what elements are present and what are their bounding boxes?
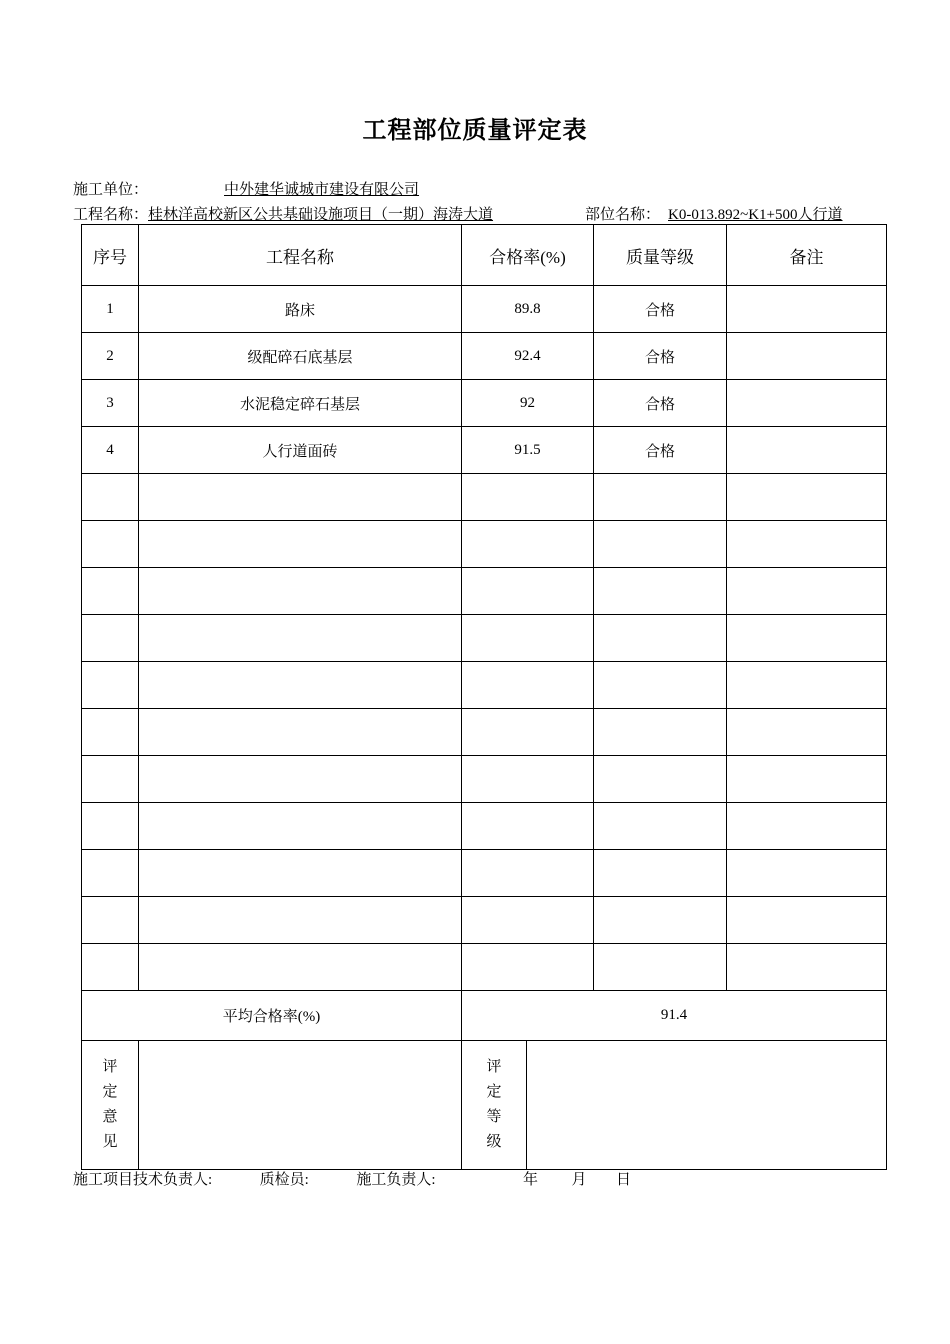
header-no: 序号 <box>82 225 139 286</box>
row-rate <box>462 662 594 709</box>
evaluation-row <box>82 1041 887 1170</box>
project-name-value: 桂林洋高校新区公共基础设施项目（一期）海涛大道 <box>148 207 494 223</box>
row-no: 2 <box>82 333 139 380</box>
opinion-value <box>139 1041 462 1170</box>
part-name-label: 部位名称： <box>585 207 661 223</box>
row-grade: 合格 <box>594 286 727 333</box>
row-no <box>82 850 139 897</box>
row-name <box>139 709 462 756</box>
row-no <box>82 944 139 991</box>
opinion-label-char: 意 <box>102 1109 118 1125</box>
row-name <box>139 662 462 709</box>
table-row <box>82 521 887 568</box>
header-name: 工程名称 <box>139 225 462 286</box>
row-grade: 合格 <box>594 427 727 474</box>
row-grade <box>594 756 727 803</box>
header-row <box>82 225 887 286</box>
row-no <box>82 756 139 803</box>
row-name <box>139 756 462 803</box>
row-name: 水泥稳定碎石基层 <box>139 380 462 427</box>
construction-unit-label: 施工单位： <box>73 182 149 198</box>
row-rate <box>462 521 594 568</box>
row-rate: 92 <box>462 380 594 427</box>
table-row <box>82 568 887 615</box>
row-rate <box>462 709 594 756</box>
row-no <box>82 521 139 568</box>
header-note: 备注 <box>727 225 887 286</box>
row-name <box>139 474 462 521</box>
row-grade <box>594 803 727 850</box>
row-no <box>82 709 139 756</box>
row-rate: 91.5 <box>462 427 594 474</box>
row-name <box>139 944 462 991</box>
row-rate <box>462 568 594 615</box>
year-label: 年 <box>523 1172 539 1188</box>
row-rate <box>462 850 594 897</box>
row-rate <box>462 615 594 662</box>
row-name <box>139 568 462 615</box>
row-name <box>139 850 462 897</box>
table-row <box>82 756 887 803</box>
row-no <box>82 803 139 850</box>
row-no <box>82 474 139 521</box>
row-note <box>727 286 887 333</box>
row-grade <box>594 850 727 897</box>
table-row <box>82 944 887 991</box>
row-note <box>727 944 887 991</box>
row-grade <box>594 474 727 521</box>
row-no <box>82 662 139 709</box>
row-grade: 合格 <box>594 380 727 427</box>
table-row <box>82 474 887 521</box>
row-note <box>727 803 887 850</box>
table-row <box>82 615 887 662</box>
row-name: 级配碎石底基层 <box>139 333 462 380</box>
row-note <box>727 662 887 709</box>
row-name: 路床 <box>139 286 462 333</box>
row-no <box>82 897 139 944</box>
row-no: 1 <box>82 286 139 333</box>
row-no: 3 <box>82 380 139 427</box>
project-name-line <box>73 203 493 224</box>
row-grade <box>594 944 727 991</box>
month-label: 月 <box>571 1172 587 1188</box>
row-no <box>82 568 139 615</box>
row-note <box>727 380 887 427</box>
opinion-label-char: 评 <box>102 1059 118 1075</box>
grade-label <box>462 1041 527 1170</box>
row-rate <box>462 897 594 944</box>
part-name-value: K0-013.892~K1+500人行道 <box>668 207 843 223</box>
grade-label-char: 级 <box>486 1134 502 1150</box>
row-rate <box>462 756 594 803</box>
row-name <box>139 615 462 662</box>
row-note <box>727 850 887 897</box>
average-row <box>82 991 887 1041</box>
table-row <box>82 333 887 380</box>
quality-table <box>81 224 887 1170</box>
row-name <box>139 803 462 850</box>
opinion-label <box>82 1041 139 1170</box>
row-rate <box>462 944 594 991</box>
row-note <box>727 427 887 474</box>
row-name <box>139 897 462 944</box>
row-grade <box>594 709 727 756</box>
row-no: 4 <box>82 427 139 474</box>
signature-line <box>73 1168 631 1189</box>
header-rate: 合格率(%) <box>462 225 594 286</box>
row-rate <box>462 803 594 850</box>
table-row <box>82 286 887 333</box>
grade-label-char: 等 <box>486 1109 502 1125</box>
table-row <box>82 850 887 897</box>
grade-value <box>527 1041 887 1170</box>
construction-unit-line <box>73 178 503 199</box>
row-grade <box>594 521 727 568</box>
table-row <box>82 380 887 427</box>
average-label: 平均合格率(%) <box>82 991 462 1041</box>
row-name: 人行道面砖 <box>139 427 462 474</box>
row-grade <box>594 662 727 709</box>
table-row <box>82 709 887 756</box>
row-note <box>727 333 887 380</box>
row-grade: 合格 <box>594 333 727 380</box>
day-label: 日 <box>616 1172 632 1188</box>
opinion-label-char: 定 <box>102 1084 118 1100</box>
row-rate <box>462 474 594 521</box>
table-row <box>82 662 887 709</box>
part-name-line <box>585 203 843 224</box>
row-no <box>82 615 139 662</box>
row-rate: 92.4 <box>462 333 594 380</box>
grade-label-char: 评 <box>486 1059 502 1075</box>
project-name-label: 工程名称： <box>73 207 149 223</box>
construction-lead-label: 施工负责人: <box>356 1172 436 1188</box>
table-row <box>82 897 887 944</box>
row-note <box>727 474 887 521</box>
row-note <box>727 521 887 568</box>
table-row <box>82 427 887 474</box>
row-grade <box>594 568 727 615</box>
inspector-label: 质检员: <box>259 1172 309 1188</box>
row-note <box>727 756 887 803</box>
row-grade <box>594 615 727 662</box>
average-value: 91.4 <box>462 991 887 1041</box>
row-note <box>727 568 887 615</box>
row-note <box>727 709 887 756</box>
header-grade: 质量等级 <box>594 225 727 286</box>
row-rate: 89.8 <box>462 286 594 333</box>
construction-unit-value: 中外建华诚城市建设有限公司 <box>224 182 420 198</box>
table-row <box>82 803 887 850</box>
grade-label-char: 定 <box>486 1084 502 1100</box>
row-note <box>727 615 887 662</box>
opinion-label-char: 见 <box>102 1134 118 1150</box>
page-title: 工程部位质量评定表 <box>362 118 588 144</box>
tech-lead-label: 施工项目技术负责人: <box>73 1172 213 1188</box>
row-note <box>727 897 887 944</box>
row-name <box>139 521 462 568</box>
row-grade <box>594 897 727 944</box>
